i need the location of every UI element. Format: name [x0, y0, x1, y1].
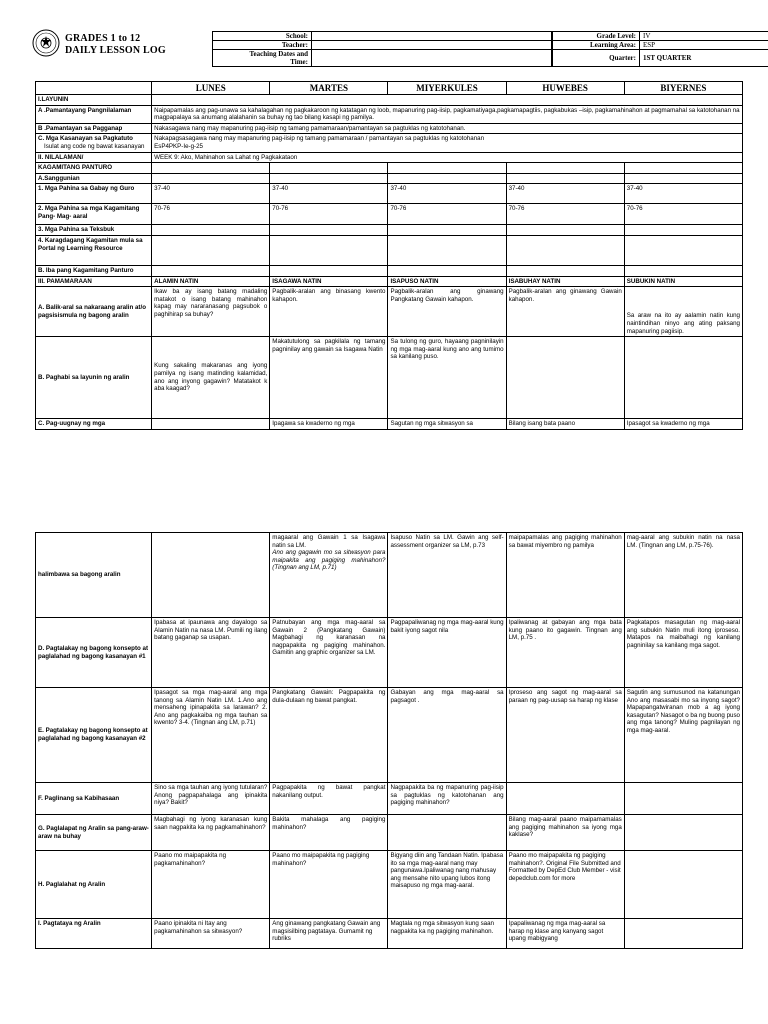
corner-cell	[36, 82, 152, 95]
dll-header	[32, 27, 750, 73]
layunin-label: I.LAYUNIN	[36, 95, 152, 106]
dll-title	[65, 33, 166, 57]
class-info-table	[552, 31, 768, 67]
row-e-friday[interactable]: Sagutin ang sumusunod na katanungan Ano ang masasabi mo sa inyong sagot? Mapapangatwiranan mob a ag iyong kasagutan? Nasagot o ba ng buong puso ang mga tanong? Muling pagnilayan ng mga mag-aaral.	[624, 688, 742, 783]
phase-isapuso: ISAPUSO NATIN	[388, 276, 506, 287]
kagamitan-friday[interactable]: 70-76	[624, 204, 742, 225]
row-c-top-thursday[interactable]: Bilang isang bata paano	[506, 419, 624, 430]
row-f-friday[interactable]	[624, 783, 742, 815]
page-two	[0, 526, 768, 1024]
row-b-thursday[interactable]	[506, 337, 624, 419]
time-label: Time:	[213, 58, 312, 67]
gabay-label: 1. Mga Pahina sa Gabay ng Guro	[36, 184, 152, 204]
school-info-table	[212, 31, 552, 67]
title-line-1: GRADES 1 to 12	[65, 33, 141, 44]
row-c-bottom-thursday[interactable]: maipapamalas ang pagiging mahinahon sa bawat miyembro ng pamilya	[506, 533, 624, 618]
row-h-monday[interactable]: Paano mo maipapakita ng pagkamahinahon?	[152, 851, 270, 919]
row-c-top-monday[interactable]	[152, 419, 270, 430]
teacher-label: Teacher:	[213, 41, 312, 50]
lesson-log-table-top	[35, 81, 743, 430]
row-b-label: B. Paghabi sa layunin ng aralin	[36, 337, 152, 419]
row-e-monday[interactable]: Ipasagot sa mga mag-aaral ang mga tanong sa Alamin Natin LM. 1.Ano ang mensaheng ipinapakita sa larawan? 2. Ano ang pagkakaiba ng mga tauhan sa kwento? 3-4. (Tingnan ang LM, p.71)	[152, 688, 270, 783]
row-b-friday[interactable]	[624, 337, 742, 419]
row-f-label: F. Paglinang sa Kabihasaan	[36, 783, 152, 815]
gabay-thursday[interactable]: 37-40	[506, 184, 624, 204]
phase-isabuhay: ISABUHAY NATIN	[506, 276, 624, 287]
row-e-thursday[interactable]: Iproseso ang sagot ng mag-aaral sa paraan ng pag-uusap sa harap ng klase	[506, 688, 624, 783]
row-d-monday[interactable]: Ipabasa at ipaunawa ang dayalogo sa Alamin Natin na nasa LM. Pumili ng ilang batang gaganap sa usapan.	[152, 618, 270, 688]
row-i-thursday[interactable]: Ipapaliwanag ng mga mag-aaral sa harap ng klase ang kanyang sagot upang mabigyang	[506, 919, 624, 949]
kasanayan-label: C. Mga Kasanayan sa Pagkatuto	[38, 135, 133, 143]
row-b-tuesday[interactable]: Makatutulong sa pagkilala ng tamang pagninilay ang gawain sa Isagawa Natin	[270, 337, 388, 419]
row-c-label-top: C. Pag-uugnay ng mga	[36, 419, 152, 430]
pamantayang-label: A .Pamantayang Pangnilalaman	[36, 105, 152, 123]
row-f-wednesday[interactable]: Nagpapakita ba ng mapanuring pag-iisip sa pagtuklas ng katotohanan ang pagiging mahinahon?	[388, 783, 506, 815]
quarter-value[interactable]: 1ST QUARTER	[640, 50, 768, 67]
row-i-wednesday[interactable]: Magtala ng mga sitwasyon kung saan nagpakita ka ng pagiging mahinahon.	[388, 919, 506, 949]
nilalaman-text[interactable]: WEEK 9: Ako, Mahinahon sa Lahat ng Pagkakataon	[152, 152, 743, 163]
page-one	[0, 0, 768, 470]
phase-alamin: ALAMIN NATIN	[152, 276, 270, 287]
kagamitan-tuesday[interactable]: 70-76	[270, 204, 388, 225]
row-i-friday[interactable]	[624, 919, 742, 949]
row-h-label: H. Paglalahat ng Aralin	[36, 851, 152, 919]
gabay-tuesday[interactable]: 37-40	[270, 184, 388, 204]
row-d-label: D. Pagtalakay ng bagong konsepto at paglalahad ng bagong kasanayan #1	[36, 618, 152, 688]
grade-level-value[interactable]: IV	[640, 32, 768, 41]
row-c-bottom-tuesday: magaaral ang Gawain 1 sa Isagawa natin sa LM.	[272, 534, 386, 549]
kagamitan-monday[interactable]: 70-76	[152, 204, 270, 225]
row-c-top-friday[interactable]: Ipasagot sa kwaderno ng mga	[624, 419, 742, 430]
learning-area-label: Learning Area:	[553, 41, 640, 50]
phase-subukin: SUBUKIN NATIN	[624, 276, 742, 287]
gabay-friday[interactable]: 37-40	[624, 184, 742, 204]
day-thursday: HUWEBES	[506, 82, 624, 95]
gabay-monday[interactable]: 37-40	[152, 184, 270, 204]
kagamitan-thursday[interactable]: 70-76	[506, 204, 624, 225]
row-a-tuesday[interactable]: Pagbalik-aralan ang binasang kwento kahapon.	[270, 287, 388, 337]
layunin-empty	[152, 95, 743, 106]
row-c-bottom-tuesday-italic: Ano ang gagawin mo sa sitwasyon para maipakita ang pagiging mahinahon? (Tingnan ang LM, p.71)	[272, 549, 386, 572]
page-gap	[0, 470, 768, 526]
row-e-label: E. Pagtalakay ng bagong konsepto at paglalahad ng bagong kasanayan #2	[36, 688, 152, 783]
learning-area-value[interactable]: ESP	[640, 41, 768, 50]
row-a-wednesday[interactable]: Pagbalik-aralan ang ginawang Pangkatang Gawain kahapon.	[388, 287, 506, 337]
row-a-thursday[interactable]: Pagbalik-aralan ang ginawang Gawain kahapon.	[506, 287, 624, 337]
row-f-tuesday[interactable]: Pagpapakita ng bawat pangkat nakanilang output.	[270, 783, 388, 815]
row-d-friday[interactable]: Pagkatapos masagutan ng mag-aaral ang subukin Natin muli itong iproseso. Matapos na maibahagi ng kanilang pagninilay sa kanilang mga sagot.	[624, 618, 742, 688]
row-a-label: A. Balik-aral sa nakaraang aralin at/o pagsisismula ng bagong aralin	[36, 287, 152, 337]
sanggunian-label: A.Sanggunian	[36, 173, 152, 184]
row-e-wednesday[interactable]: Gabayan ang mga mag-aaral sa pagsagot .	[388, 688, 506, 783]
iba-label: B. Iba pang Kagamitang Panturo	[36, 265, 152, 276]
kasanayan-cell[interactable]	[152, 134, 743, 152]
phase-isagawa: ISAGAWA NATIN	[270, 276, 388, 287]
row-i-tuesday[interactable]: Ang ginawang pangkatang Gawain ang magsisilbing pagtataya. Gumamit ng rubriks	[270, 919, 388, 949]
row-h-wednesday[interactable]: Bigyang diin ang Tandaan Natin. Ipabasa ito sa mga mag-aaral nang may pangunawa.Ipaliwanag nang mahusay ang mensahe nito upang lubos itong maisapuso ng mga mag-aaral.	[388, 851, 506, 919]
quarter-label: Quarter:	[553, 50, 640, 67]
row-d-tuesday[interactable]: Patnubayan ang mga mag-aaral sa Gawain 2 (Pangkatang Gawain) Magbahagi ng karanasan na nagpapakita ng pagiging mahinahon. Gamitin ang graphic organizer sa LM.	[270, 618, 388, 688]
row-g-monday[interactable]: Magbahagi ng iyong karanasan kung saan nagpakita ka ng pagkamahinahon?	[152, 815, 270, 851]
row-a-friday[interactable]: Sa araw na ito ay aalamin natin kung naintindihan ninyo ang ating paksang mapanuring pagiisip.	[624, 287, 742, 337]
day-header-row	[36, 82, 743, 95]
pamamaraan-label: III. PAMAMARAAN	[36, 276, 152, 287]
row-f-thursday[interactable]	[506, 783, 624, 815]
pagganap-label: B .Pamantayan sa Pagganap	[36, 123, 152, 134]
grade-level-label: Grade Level:	[553, 32, 640, 41]
row-c-top-tuesday[interactable]: Ipagawa sa kwaderno ng mga	[270, 419, 388, 430]
row-h-tuesday[interactable]: Paano mo maipapakita ng pagiging mahinahon?	[270, 851, 388, 919]
row-h-friday[interactable]	[624, 851, 742, 919]
teksbuk-label: 3. Mga Pahina sa Teksbuk	[36, 225, 152, 236]
row-a-monday[interactable]: Ikaw ba ay isang batang madaling matakot o isang batang mahinahon kapag may nararanasang pagsubok o paghihirap sa buhay?	[152, 287, 270, 337]
row-h-thursday[interactable]: Paano mo maipapakita ng pagiging mahinahon?. Original File Submitted and Formatted by DepEd Club Member - visit depedclub.com for more	[506, 851, 624, 919]
day-friday: BIYERNES	[624, 82, 742, 95]
kasanayan-code: EsP4PKP-Ie-g-25	[154, 142, 203, 150]
teaching-dates-label: Teaching Dates and	[213, 50, 312, 59]
row-c-bottom-tuesday-cell[interactable]	[270, 533, 388, 618]
row-g-tuesday[interactable]: Bakita mahalaga ang pagiging mahinahon?	[270, 815, 388, 851]
title-line-2: DAILY LESSON LOG	[65, 45, 166, 56]
row-c-top-wednesday[interactable]: Sagutan ng mga sitwasyon sa	[388, 419, 506, 430]
row-c-bottom-wednesday[interactable]: Isapuso Natin sa LM. Gawin ang self-assessment organizer sa LM, p.73	[388, 533, 506, 618]
row-g-thursday[interactable]: Bilang mag-aaral paano maipamamalas ang pagiging mahinahon sa iyong mga kaklase?	[506, 815, 624, 851]
kagamitan-label: KAGAMITANG PANTURO	[36, 163, 152, 174]
kasanayan-sub: Isulat ang code ng bawat kasanayan	[44, 142, 145, 150]
deped-seal-icon	[32, 29, 60, 57]
row-d-thursday[interactable]: Ipaliwanag at gabayan ang mga bata kung paano ito gagawin. Tingnan ang LM, p.75 .	[506, 618, 624, 688]
row-d-wednesday[interactable]: Pagpapaliwanag ng mga mag-aaral kung bakit iyong sagot nila	[388, 618, 506, 688]
row-b-monday[interactable]: Kung sakaling makaranas ang iyong pamilya ng isang matinding kalamidad, ano ang inyong gagawin? Matatakot k aba kaagad?	[152, 337, 270, 419]
day-wednesday: MIYERKULES	[388, 82, 506, 95]
row-g-wednesday[interactable]	[388, 815, 506, 851]
gabay-wednesday[interactable]: 37-40	[388, 184, 506, 204]
row-i-label: I. Pagtataya ng Aralin	[36, 919, 152, 949]
lesson-log-table-bottom	[35, 532, 743, 949]
pagganap-text[interactable]: Nakasagawa nang may mapanuring pag-iisip ng tamang pamamaraan/pamantayan sa pagtuklas ng katotohanan.	[152, 123, 743, 134]
school-label: School:	[213, 32, 312, 41]
teacher-value[interactable]	[312, 41, 552, 50]
row-b-wednesday[interactable]: Sa tulong ng guro, hayaang pagninilayin ng mga mag-aaral kung ano ang tumimo sa kanilang puso.	[388, 337, 506, 419]
row-i-monday[interactable]: Paano ipinakita ni Itay ang pagkamahinahon sa sitwasyon?	[152, 919, 270, 949]
row-c-label-bottom: halimbawa sa bagong aralin	[36, 533, 152, 618]
nilalaman-label: II. NILALAMAN/	[36, 152, 152, 163]
karagdagang-label: 4. Karagdagang Kagamitan mula sa Portal ng Learning Resource	[36, 235, 152, 265]
row-c-bottom-monday[interactable]	[152, 533, 270, 618]
row-f-monday[interactable]: Sino sa mga tauhan ang iyong tutularan? Anong pagpapahalaga ang ipinakita niya? Bakit?	[152, 783, 270, 815]
teaching-dates-value[interactable]	[312, 50, 552, 67]
kagamitan-wednesday[interactable]: 70-76	[388, 204, 506, 225]
kasanayan-text: Nakapagsasagawa nang may mapanuring pag-iisip ng tamang pamamaraan / pamantayan sa pagtuklas ng katotohanan	[154, 135, 485, 143]
row-e-tuesday[interactable]: Pangkatang Gawain: Pagpapakita ng dula-dulaan ng bawat pangkat.	[270, 688, 388, 783]
row-c-bottom-friday[interactable]: mag-aaral ang subukin natin na nasa LM. (Tingnan ang LM, p.75-76).	[624, 533, 742, 618]
kasanayan-label-cell	[36, 134, 152, 152]
school-value[interactable]	[312, 32, 552, 41]
row-g-friday[interactable]	[624, 815, 742, 851]
day-monday: LUNES	[152, 82, 270, 95]
pamantayang-text[interactable]: Naipapamalas ang pag-unawa sa kahalagahan ng pagkakaroon ng katatagan ng loob, mapanuring pag-iisip, pagkamatiyaga,pagkamapagtiis, pagkabukas –isip, pagkamahinahon at pagmamahal sa katotohanan na magpapalaya sa anumang alalahanin sa buhay ng tao bilang kasapi ng pamilya.	[152, 105, 743, 123]
kagamitan-pang-label: 2. Mga Pahina sa mga Kagamitang Pang- Mag- aaral	[36, 204, 152, 225]
row-g-label: G. Paglalapat ng Aralin sa pang-araw-araw na buhay	[36, 815, 152, 851]
day-tuesday: MARTES	[270, 82, 388, 95]
